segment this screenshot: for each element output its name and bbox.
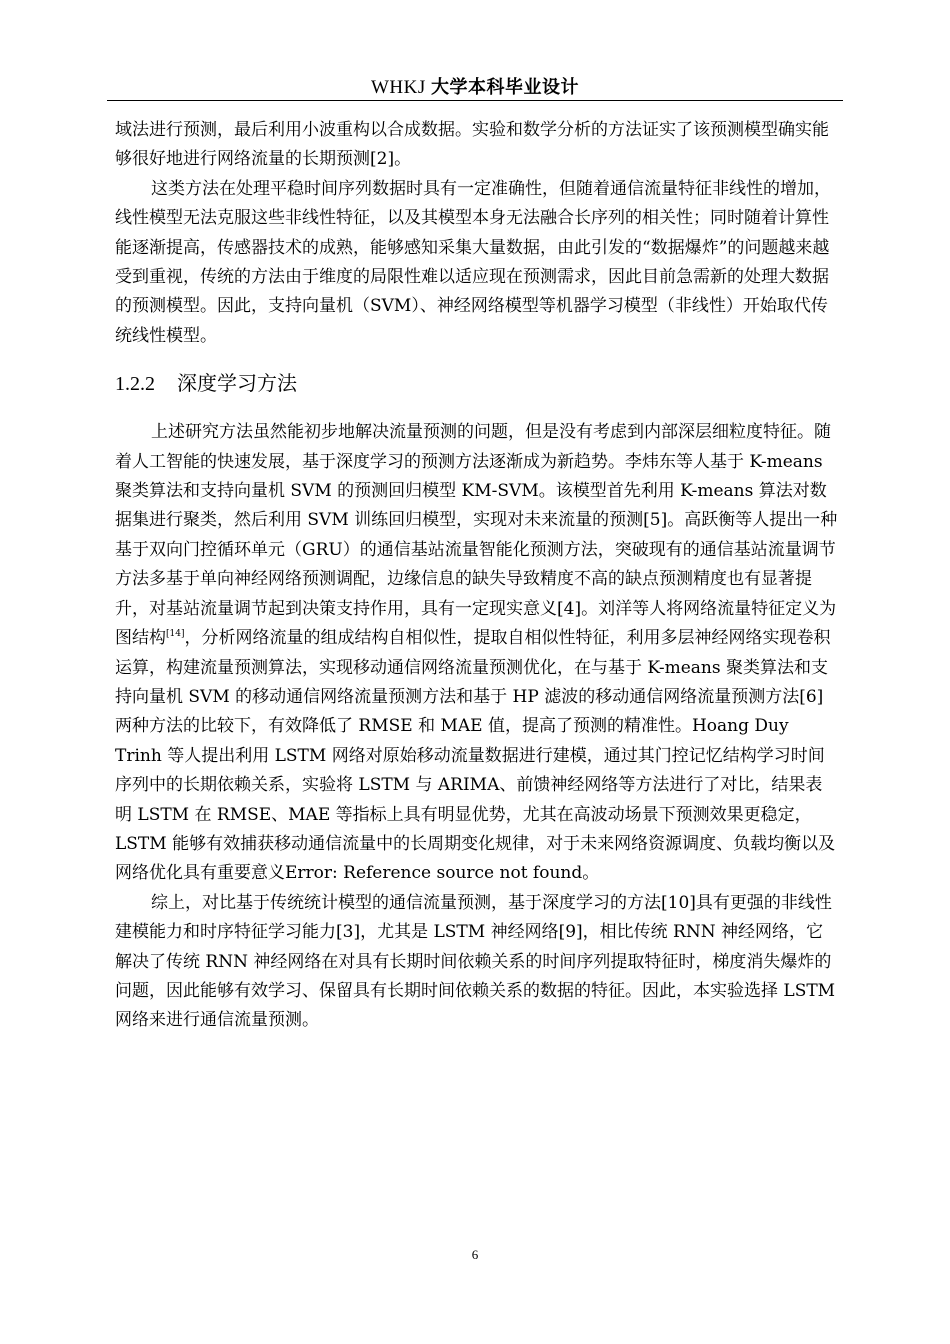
- paragraph-1: 域法进行预测，最后利用小波重构以合成数据。实验和数学分析的方法证实了该预测模型确实能够很好地进行网络流量的长期预测[2]。: [115, 120, 829, 170]
- paragraph-3: [115, 418, 839, 889]
- paragraph-2: 这类方法在处理平稳时间序列数据时具有一定准确性，但随着通信流量特征非线性的增加，线性模型无法克服这些非线性特征，以及其模型本身无法融合长序列的相关性；同时随着计算性能逐渐提高，传感器技术的成熟，能够感知采集大量数据，由此引发的“数据爆炸”的问题越来越受到重视，传统的方法由于维度的局限性难以适应现在预测需求，因此目前急需新的处理大数据的预测模型。因此，支持向量机（SVM）、神经网络模型等机器学习模型（非线性）开始取代传统线性模型。: [115, 178, 831, 346]
- paragraph-3-part-b: ，分析网络流量的组成结构自相似性，提取自相似性特征，利用多层神经网络实现卷积运算，构建流量预测算法，实现移动通信网络流量预测优化，在与基于 K-means 聚类算法和支持向量机 SVM 的移动通信网络流量预测方法和基于 HP 滤波的移动通信网络流量预测方法[6]两种方法的比较下，有效降低了 RMSE 和 MAE 值，提高了预测的精准性。Hoang Duy Trinh 等人提出利用 LSTM 网络对原始移动流量数据进行建模，通过其门控记忆结构学习时间序列中的长期依赖关系，实验将 LSTM 与 ARIMA、前馈神经网络等方法进行了对比，结果表明 LSTM 在 RMSE、MAE 等指标上具有明显优势，尤其在高波动场景下预测效果更稳定，LSTM 能够有效捕获移动通信流量中的长周期变化规律，对于未来网络资源调度、负载均衡以及网络优化具有重要意义Error: Reference source not found。: [115, 628, 836, 884]
- page-number: 6: [471, 1247, 479, 1262]
- paragraph-4: 综上，对比基于传统统计模型的通信流量预测，基于深度学习的方法[10]具有更强的非线性建模能力和时序特征学习能力[3]，尤其是 LSTM 神经网络[9]，相比传统 RNN 神经网络，它解决了传统 RNN 神经网络在对具有长期时间依赖关系的时间序列提取特征时，梯度消失爆炸的问题，因此能够有效学习、保留具有长期时间依赖关系的数据的特征。因此，本实验选择 LSTM 网络来进行通信流量预测。: [115, 892, 836, 1031]
- citation-superscript: [14]: [166, 629, 185, 640]
- paragraph-3-part-a: 上述研究方法虽然能初步地解决流量预测的问题，但是没有考虑到内部深层细粒度特征。随着人工智能的快速发展，基于深度学习的预测方法逐渐成为新趋势。李炜东等人基于 K-means 聚类算法和支持向量机 SVM 的预测回归模型 KM-SVM。该模型首先利用 K-means 算法对数据集进行聚类，然后利用 SVM 训练回归模型，实现对未来流量的预测[5]。高跃衡等人提出一种基于双向门控循环单元（GRU）的通信基站流量智能化预测方法，突破现有的通信基站流量调节方法多基于单向神经网络预测调配，边缘信息的缺失导致精度不高的缺点预测精度也有显著提升，对基站流量调节起到决策支持作用，具有一定现实意义[4]。刘洋等人将网络流量特征定义为图结构: [115, 422, 838, 649]
- header-divider: [107, 100, 843, 101]
- header-title-zh: 大学本科毕业设计: [431, 77, 580, 98]
- body-content: [115, 116, 839, 1036]
- page-header: [0, 76, 950, 100]
- header-title-latin: WHKJ: [370, 77, 426, 98]
- section-heading: [115, 367, 839, 400]
- section-number: 1.2.2: [115, 373, 155, 396]
- section-title: 深度学习方法: [177, 371, 297, 396]
